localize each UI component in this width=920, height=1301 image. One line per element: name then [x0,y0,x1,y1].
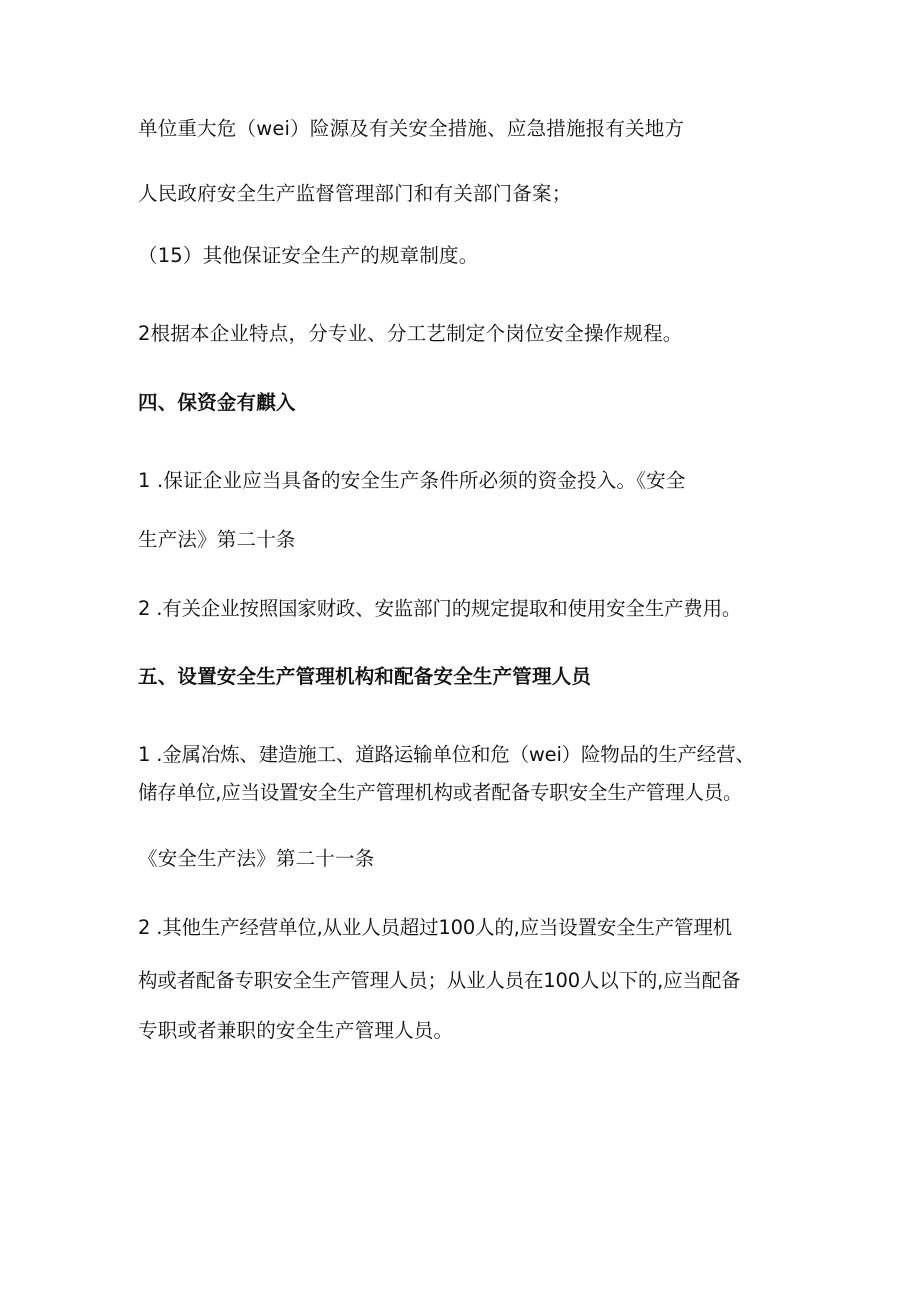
list-item: 2 .有关企业按照国家财政、安监部门的规定提取和使用安全生产费用。 [138,597,742,620]
paragraph-line: 生产法》第二十条 [138,528,296,551]
paragraph-line: （15）其他保证安全生产的规章制度。 [138,244,479,267]
list-item: 1 .金属冶炼、建造施工、道路运输单位和危（wei）险物品的生产经营、 [138,743,755,766]
list-item: 1 .保证企业应当具备的安全生产条件所必须的资金投入。《安全 [138,469,686,492]
paragraph-line: 2根据本企业特点，分专业、分工艺制定个岗位安全操作规程。 [138,322,683,345]
paragraph-line: 构或者配备专职安全生产管理人员；从业人员在100人以下的,应当配备 [138,969,741,992]
section-heading: 四、保资金有麒入 [138,391,296,414]
paragraph-line: 《安全生产法》第二十一条 [138,847,375,870]
paragraph-line: 储存单位,应当设置安全生产管理机构或者配备专职安全生产管理人员。 [138,781,743,804]
list-item: 2 .其他生产经营单位,从业人员超过100人的,应当设置安全生产管理机 [138,916,732,939]
paragraph-line: 专职或者兼职的安全生产管理人员。 [138,1019,454,1042]
paragraph-line: 单位重大危（wei）险源及有关安全措施、应急措施报有关地方 [138,117,685,140]
paragraph-line: 人民政府安全生产监督管理部门和有关部门备案； [138,182,572,205]
section-heading: 五、设置安全生产管理机构和配备安全生产管理人员 [138,665,592,688]
